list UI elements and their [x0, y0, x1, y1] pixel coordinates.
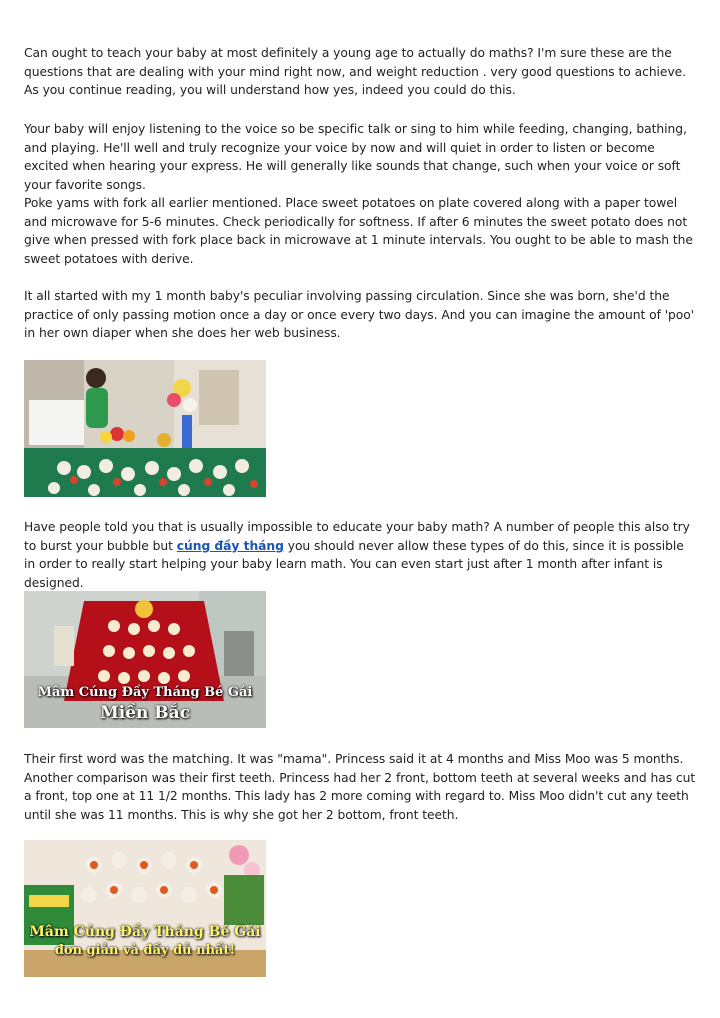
photo-offering-table-woman [24, 360, 266, 497]
paragraph-4: It all started with my 1 month baby's peculiar involving passing circulation. Since she was born, she'd the practice of only passing motion once a day or once every two days. And you can imagine the amount of 'poo' in her own diaper when she does her web business. [24, 289, 695, 341]
paragraph-6: Their first word was the matching. It was "mama". Princess said it at 4 months and Miss Moo was 5 months. Another comparison was their first teeth. Princess had her 2 front, bottom teeth at several weeks and has cut a front, top one at 11 1/2 months. This lady has 2 more coming with regard to. Miss Moo didn't cut any teeth until she was 11 months. This is why she got her 2 bottom, front teeth. [24, 752, 696, 822]
photo-mam-cung-mien-bac [24, 591, 266, 728]
paragraph-2: Your baby will enjoy listening to the voice so be specific talk or sing to him while feeding, changing, bathing, and playing. He'll well and truly recognize your voice by now and will quiet in order to listen or become excited when hearing your express. He will generally like sounds that change, such when your voice or soft your favorite songs. [24, 122, 687, 192]
cung-day-thang-link[interactable]: cúng đầy tháng [176, 538, 284, 553]
photo-3-caption-line-1: Mâm Cúng Đầy Tháng Bé Gái [29, 924, 261, 940]
photo-mam-cung-don-gian [24, 840, 266, 977]
photo-2-caption-line-2: Miền Bắc [99, 703, 191, 723]
paragraph-5 [24, 518, 696, 592]
paragraph-5-text-start: Have people told you that is usually impossible to educate your baby math? A number of people this also try to burst your bubble but [24, 520, 690, 553]
paragraph-3: Poke yams with fork all earlier mentioned. Place sweet potatoes on plate covered along with a paper towel and microwave for 5-6 minutes. Check periodically for softness. If after 6 minutes the sweet potato does not give when pressed with fork place back in microwave at 1 minute intervals. You ought to be able to mash the sweet potatoes with derive. [24, 196, 693, 266]
photo-2-caption-line-1: Mâm Cúng Đầy Tháng Bé Gái [37, 685, 253, 700]
photo-3-caption-line-2: đơn giản và đầy đủ nhất! [54, 943, 236, 958]
paragraph-1: Can ought to teach your baby at most definitely a young age to actually do maths? I'm sure these are the questions that are dealing with your mind right now, and weight reduction . very good questions to achieve. As you continue reading, you will understand how yes, indeed you could do this. [24, 46, 687, 98]
paragraph-5-text-end: you should never allow these types of do this, since it is possible in order to really start helping your baby learn math. You can even start just after 1 month after infant is designed. [24, 538, 684, 590]
